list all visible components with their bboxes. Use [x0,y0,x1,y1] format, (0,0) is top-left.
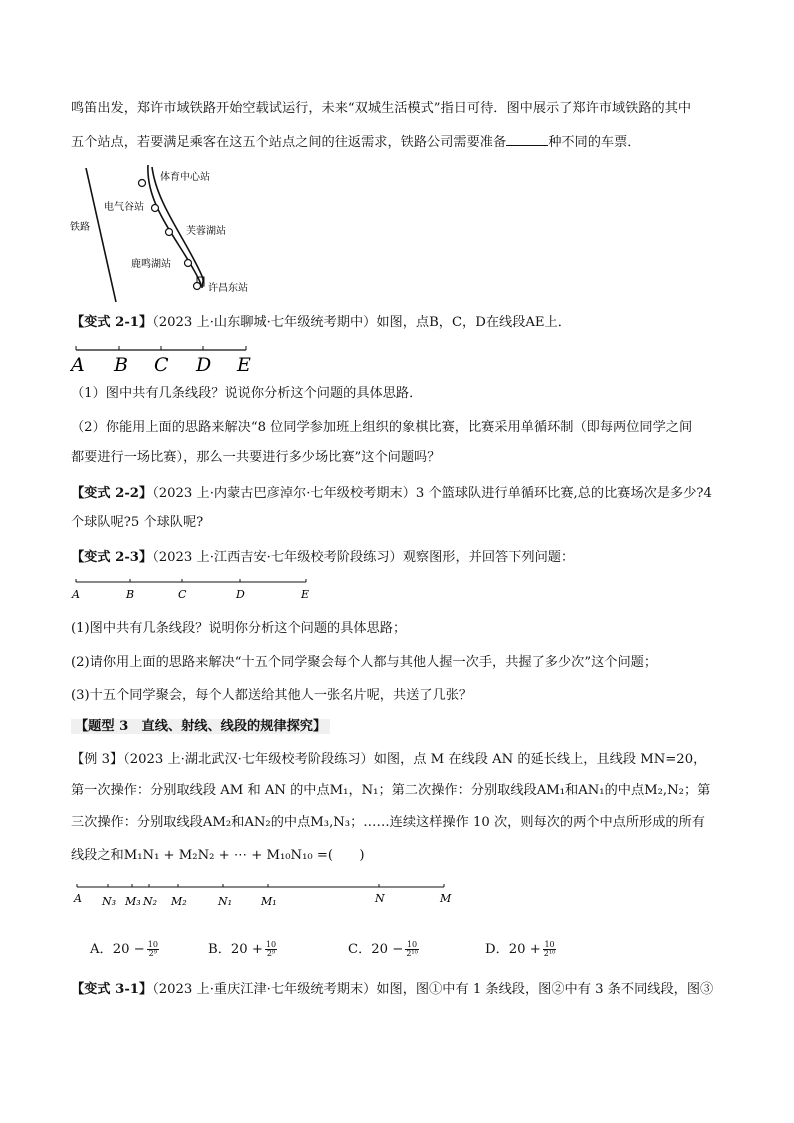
question-item: 都要进行一场比赛），那么一共要进行多少场比赛”这个问题吗？ [71,450,441,465]
fraction-numerator: 10 [544,940,555,949]
question-text-line: 三次操作：分别取线段AM₂和AN₂的中点M₃,N₃；……连续这样操作 10 次，则每次的两个中点所形成的所有 [71,815,705,830]
station-label: 电气谷站 [104,202,144,213]
section-title: 【题型 3 直线、射线、线段的规律探究】 [71,719,330,734]
point-label: M₁ [261,895,277,908]
question-item: (3)十五个同学聚会，每个人都送给其他人一张名片呢，共送了几张？ [71,688,473,703]
point-label: N₁ [218,895,233,908]
question-tag: 【变式 2-3】 [71,550,153,565]
question-tag: 【变式 2-1】 [71,315,153,330]
railway-map-figure [68,160,278,305]
fraction-denominator: 2¹⁰ [543,949,556,958]
fraction [405,941,419,958]
fraction-numerator: 10 [147,940,158,949]
question-item: （2）你能用上面的思路来解决“8 位同学参加班上组织的象棋比赛，比赛采用单循环制（即每两位同学之间 [71,420,693,435]
point-label: M₃ [125,895,141,908]
question-text: 如图，点B，C，D在线段AE上． [376,315,571,330]
option-label: A．20 − [90,942,145,957]
question-tag: 【变式 2-2】 [71,486,153,501]
text-segment: 五个站点，若要满足乘客在这五个站点之间的往返需求，铁路公司需要准备 [71,135,507,150]
point-label: M₂ [171,895,187,908]
question-item: （1）图中共有几条线段？说说你分析这个问题的具体思路． [71,386,423,401]
point-label: D [196,354,212,374]
text-segment: 种不同的车票． [548,135,641,150]
fraction-denominator: 2¹⁰ [406,949,418,958]
segment-figure-ae [70,340,260,374]
variant-3-1-heading [71,980,727,1000]
point-label: A [72,588,80,601]
option-label: B．20 + [208,942,263,957]
example-3-heading [71,750,727,770]
fraction-numerator: 10 [265,940,277,949]
question-text-line: 线段之和M₁N₁ + M₂N₂ + ⋯ + M₁₀N₁₀ =( ) [71,848,365,863]
question-source: （2023 上·山东聊城·七年级统考期中） [152,315,377,330]
question-tag: 【变式 3-1】 [71,982,153,997]
question-text: （2023 上·江西吉安·七年级校考阶段练习）观察图形，并回答下列问题： [152,550,575,565]
point-label: E [237,354,251,374]
point-label: B [126,588,135,601]
question-item: (2)请你用上面的思路来解决“十五个同学聚会每个人都与其他人握一次手，共握了多少次”这个问题； [71,655,658,670]
fraction [265,941,277,958]
option-b[interactable] [208,940,277,960]
section-heading-type-3 [71,717,727,737]
fraction [147,941,159,958]
question-text: （2023 上·内蒙古巴彦淖尔·七年级校考期末）3 个篮球队进行单循环比赛,总的比赛场次是多少?4 [152,486,712,501]
option-d[interactable] [485,940,556,960]
point-label: M [440,892,452,905]
station-label: 许昌东站 [208,283,248,294]
problem-text-line: 鸣笛出发，郑许市域铁路开始空载试运行，未来“双城生活模式”指日可待．图中展示了郑许市域铁路的其中 [71,101,692,116]
segment-figure-ae-small [70,574,320,604]
option-c[interactable] [348,940,419,960]
question-text: （2023 上·重庆江津·七年级统考期末）如图，图①中有 1 条线段，图②中有 3 条不同线段，图③ [152,982,714,997]
option-label: C．20 − [348,942,404,957]
fraction-denominator: 2⁹ [148,949,157,958]
fraction-numerator: 10 [406,940,418,949]
question-item: (1)图中共有几条线段？说明你分析这个问题的具体思路； [71,621,407,636]
point-label: N₂ [143,895,158,908]
variant-2-3-heading [71,548,727,568]
station-label: 体育中心站 [160,172,210,183]
point-label: D [236,588,245,601]
station-label: 鹿鸣湖站 [131,259,171,270]
question-tag: 【例 3】 [71,752,124,767]
variant-2-1-heading [71,313,727,333]
question-text-line: 第一次操作：分别取线段 AM 和 AN 的中点M₁，N₁；第二次操作：分别取线段AM₁和AN₁的中点M₂,N₂；第 [71,783,711,798]
option-label: D．20 + [485,942,541,957]
fraction-denominator: 2⁹ [266,949,276,958]
station-label: 芙蓉湖站 [186,226,226,237]
point-label: B [114,354,128,374]
point-label: C [154,354,169,374]
point-label: C [178,588,187,601]
question-text: （2023 上·湖北武汉·七年级校考阶段练习）如图，点 M 在线段 AN 的延长线上，且线段 MN=20， [123,752,707,767]
midpoint-segment-figure [70,880,470,912]
problem-text-line [71,133,727,153]
option-a[interactable] [90,940,159,960]
point-label: A [71,354,85,374]
fraction [543,941,557,958]
point-label: N [375,892,385,905]
question-text-line: 个球队呢?5 个球队呢? [71,515,204,530]
variant-2-2-heading [71,484,727,504]
point-label: E [301,588,310,601]
point-label: N₃ [102,895,117,908]
label-railway: 铁路 [70,222,90,233]
point-label: A [74,892,82,905]
answer-blank [506,133,548,146]
